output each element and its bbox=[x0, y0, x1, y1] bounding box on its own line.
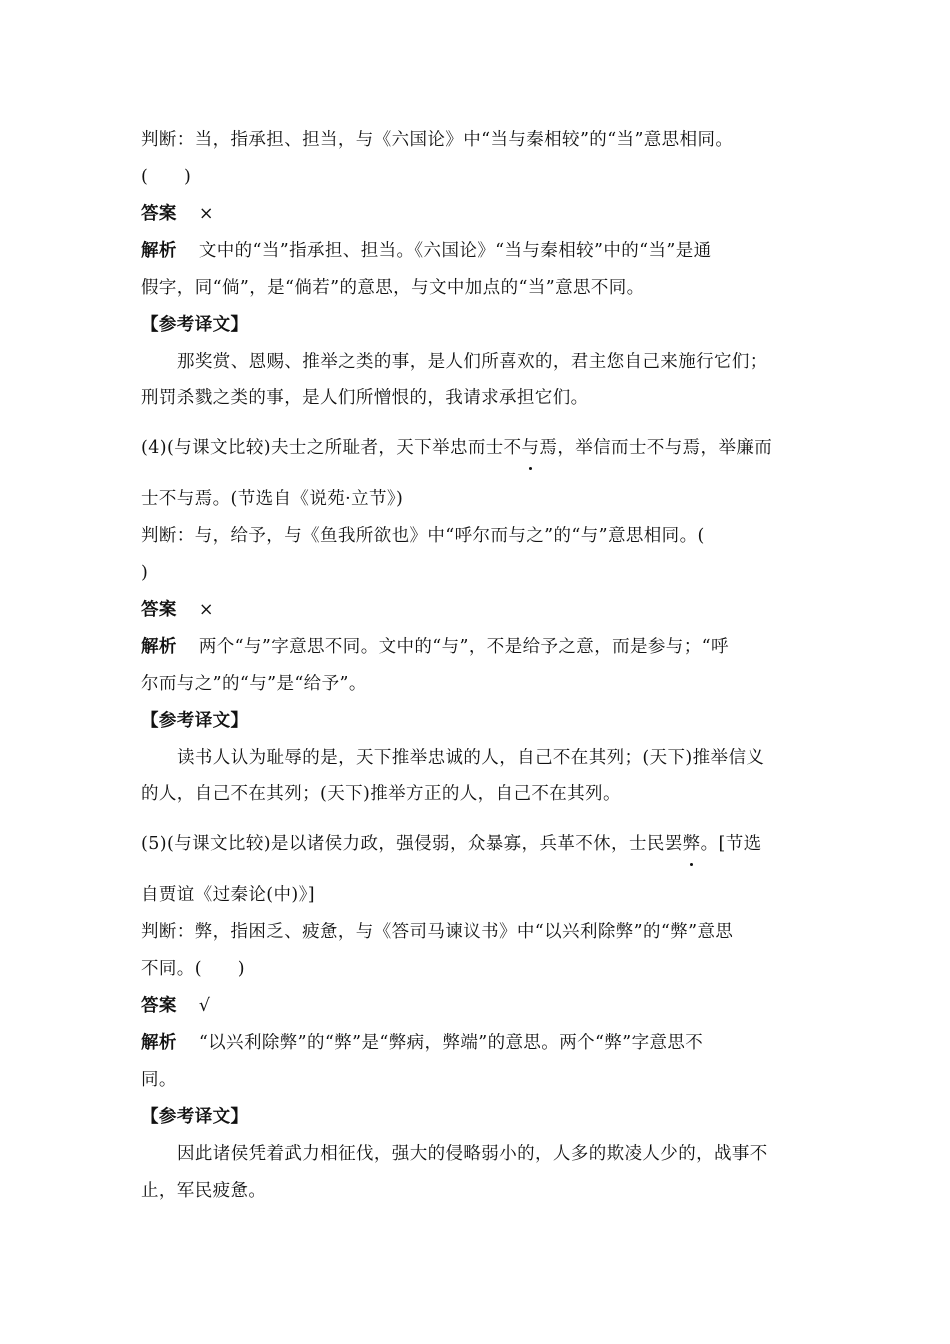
analysis-text: 文中的“当”指承担、担当。《六国论》“当与秦相较”中的“当”是通 bbox=[198, 241, 712, 261]
answer-line bbox=[141, 988, 811, 1025]
emphasized-character: 弊 bbox=[683, 827, 701, 861]
analysis-line bbox=[141, 233, 811, 270]
judgement-blank: ) bbox=[141, 563, 149, 583]
analysis-line: 尔而与之”的“与”是“给予”。 bbox=[141, 674, 367, 694]
judgement-line: 判断：当，指承担、担当，与《六国论》中“当与秦相较”的“当”意思相同。 bbox=[141, 130, 734, 150]
reference-translation-text: 刑罚杀戮之类的事，是人们所憎恨的，我请求承担它们。 bbox=[141, 388, 589, 408]
source-text: (5)(与课文比较)是以诸侯力政，强侵弱，众暴寡，兵革不休，士民罢 bbox=[141, 834, 683, 854]
reference-translation-text: 因此诸侯凭着武力相征伐，强大的侵略弱小的，人多的欺凌人少的，战事不 bbox=[177, 1144, 768, 1164]
judgement-blank: ( ) bbox=[141, 167, 192, 187]
reference-translation-text: 那奖赏、恩赐、推举之类的事，是人们所喜欢的，君主您自己来施行它们； bbox=[177, 352, 768, 372]
source-text: 。[节选 bbox=[700, 834, 762, 854]
analysis-line: 同。 bbox=[141, 1070, 177, 1090]
answer-label: 答案 bbox=[141, 600, 177, 620]
emphasized-character: 与 bbox=[522, 431, 540, 465]
judgement-line: 判断：与，给予，与《鱼我所欲也》中“呼尔而与之”的“与”意思相同。( bbox=[141, 526, 705, 546]
reference-translation-title: 【参考译文】 bbox=[141, 711, 249, 731]
answer-label: 答案 bbox=[141, 204, 177, 224]
answer-label: 答案 bbox=[141, 996, 177, 1016]
answer-mark: × bbox=[198, 204, 214, 224]
analysis-line bbox=[141, 1025, 811, 1062]
source-text-line bbox=[141, 431, 811, 481]
analysis-label: 解析 bbox=[141, 241, 177, 261]
judgement-line: 判断：弊，指困乏、疲惫，与《答司马谏议书》中“以兴利除弊”的“弊”意思 bbox=[141, 922, 734, 942]
analysis-text: 两个“与”字意思不同。文中的“与”，不是给予之意，而是参与；“呼 bbox=[198, 637, 729, 657]
source-text: 焉，举信而士不与焉，举廉而 bbox=[539, 438, 773, 458]
reference-translation-text: 读书人认为耻辱的是，天下推举忠诚的人，自己不在其列；(天下)推举信义 bbox=[177, 748, 765, 768]
reference-translation-title: 【参考译文】 bbox=[141, 315, 249, 335]
reference-translation-text: 的人，自己不在其列；(天下)推举方正的人，自己不在其列。 bbox=[141, 784, 621, 804]
source-citation-line: 自贾谊《过秦论(中)》] bbox=[141, 885, 316, 905]
answer-mark: × bbox=[198, 600, 214, 620]
answer-mark: √ bbox=[198, 996, 211, 1016]
source-text-line bbox=[141, 827, 811, 877]
answer-line bbox=[141, 196, 811, 233]
analysis-label: 解析 bbox=[141, 1033, 177, 1053]
answer-line bbox=[141, 592, 811, 629]
judgement-blank: 不同。( ) bbox=[141, 959, 245, 979]
source-citation-line: 士不与焉。(节选自《说苑·立节》) bbox=[141, 489, 404, 509]
document-page bbox=[141, 122, 811, 1210]
analysis-line: 假字，同“倘”，是“倘若”的意思，与文中加点的“当”意思不同。 bbox=[141, 278, 645, 298]
reference-translation-title: 【参考译文】 bbox=[141, 1107, 249, 1127]
reference-translation-text: 止，军民疲惫。 bbox=[141, 1181, 267, 1201]
analysis-text: “以兴利除弊”的“弊”是“弊病，弊端”的意思。两个“弊”字意思不 bbox=[198, 1033, 704, 1053]
source-text: (4)(与课文比较)夫士之所耻者，天下举忠而士不 bbox=[141, 438, 522, 458]
analysis-line bbox=[141, 629, 811, 666]
analysis-label: 解析 bbox=[141, 637, 177, 657]
